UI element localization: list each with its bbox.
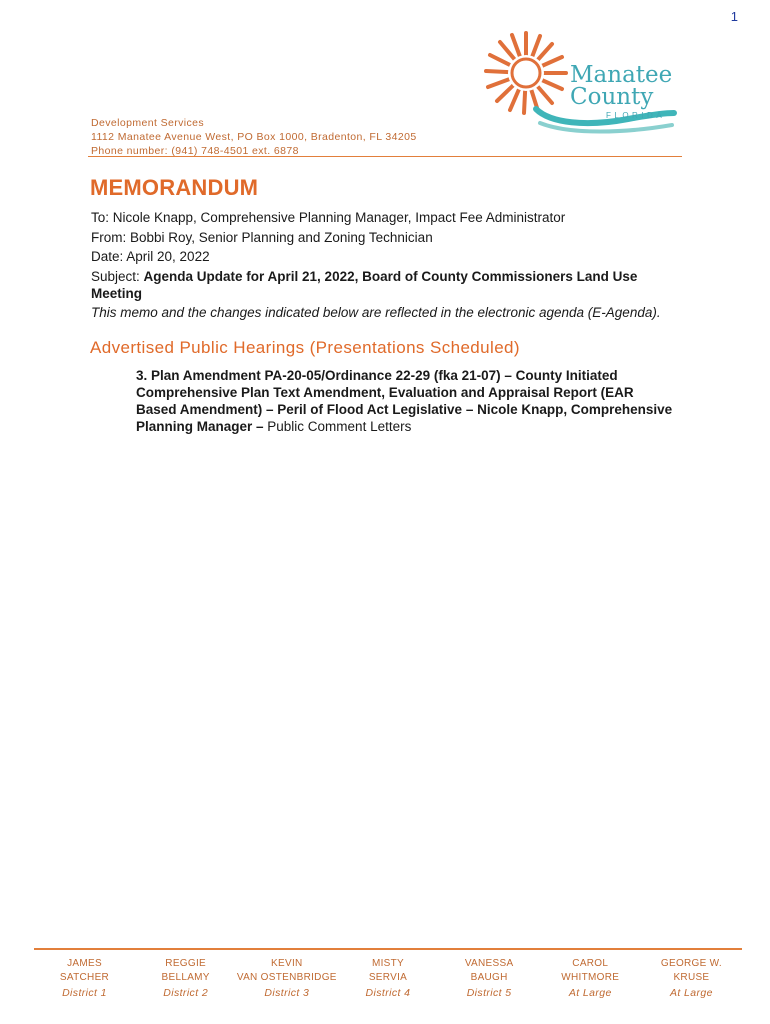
commissioner-first-name: KEVIN bbox=[271, 958, 303, 969]
header-divider bbox=[88, 156, 682, 157]
commissioner-first-name: REGGIE bbox=[165, 958, 206, 969]
commissioner-last-name: WHITMORE bbox=[561, 972, 620, 983]
commissioner-last-name: SERVIA bbox=[368, 972, 408, 983]
commissioner bbox=[34, 957, 135, 999]
commissioner-first-name: CAROL bbox=[572, 958, 609, 969]
commissioner-last-name: SATCHER bbox=[59, 972, 110, 983]
logo-text-line1: Manatee bbox=[570, 62, 673, 88]
commissioner-last-name: BELLAMY bbox=[161, 972, 210, 983]
commissioner-first-name: MISTY bbox=[371, 958, 404, 969]
section-heading: Advertised Public Hearings (Presentations Scheduled) bbox=[90, 338, 520, 357]
commissioner-district: At Large bbox=[568, 987, 612, 999]
commissioners-footer bbox=[34, 957, 742, 999]
commissioner-last-name: BAUGH bbox=[470, 972, 508, 983]
commissioner-district: District 1 bbox=[62, 987, 107, 999]
commissioner-first-name: JAMES bbox=[67, 958, 102, 969]
commissioner bbox=[337, 957, 438, 999]
commissioner bbox=[236, 957, 337, 999]
manatee-county-logo bbox=[478, 27, 678, 137]
commissioner-district: District 5 bbox=[466, 987, 512, 999]
memo-subject-label: Subject: bbox=[91, 268, 144, 284]
commissioner bbox=[540, 957, 641, 999]
page-number: 1 bbox=[730, 9, 738, 24]
logo-text-line2: County bbox=[570, 84, 654, 110]
memo-from: From: Bobbi Roy, Senior Planning and Zoning Technician bbox=[91, 229, 433, 245]
header-contact-block bbox=[91, 116, 417, 158]
commissioner-last-name: KRUSE bbox=[673, 972, 710, 983]
memo-to: To: Nicole Knapp, Comprehensive Planning Manager, Impact Fee Administrator bbox=[91, 210, 566, 225]
commissioner-first-name: GEORGE W. bbox=[660, 958, 722, 969]
commissioner bbox=[135, 957, 236, 999]
memo-note: This memo and the changes indicated below are reflected in the electronic agenda (E-Agenda). bbox=[91, 304, 661, 320]
commissioner-district: District 2 bbox=[163, 987, 209, 999]
commissioner-district: At Large bbox=[669, 987, 713, 999]
department-address: 1112 Manatee Avenue West, PO Box 1000, Bradenton, FL 34205 bbox=[91, 131, 417, 143]
commissioner-last-name: VAN OSTENBRIDGE bbox=[236, 972, 337, 983]
commissioner bbox=[641, 957, 742, 999]
department-phone: Phone number: (941) 748-4501 ext. 6878 bbox=[91, 145, 299, 157]
memo-subject bbox=[91, 268, 691, 302]
commissioner bbox=[439, 957, 540, 999]
footer-divider bbox=[34, 948, 742, 950]
logo-text-line3: FLORIDA bbox=[606, 111, 666, 120]
memo-title: MEMORANDUM bbox=[90, 175, 259, 200]
sun-icon bbox=[486, 33, 566, 113]
agenda-item-title: 3. Plan Amendment PA-20-05/Ordinance 22-29 (fka 21-07) – County Initiated Comprehensive Plan Text Amendment, Evaluation and Appraisal Report (EAR Based Amendment) – Peril of Flood Act Legislative – Nicole Knapp, Comprehensive Planning Manager – bbox=[136, 368, 673, 434]
memo-date: Date: April 20, 2022 bbox=[91, 249, 210, 264]
agenda-item-attachment: Public Comment Letters bbox=[267, 419, 412, 434]
memo-details bbox=[91, 208, 691, 322]
agenda-item bbox=[136, 367, 676, 435]
commissioner-district: District 3 bbox=[264, 987, 310, 999]
commissioner-district: District 4 bbox=[365, 987, 411, 999]
memo-subject-text: Agenda Update for April 21, 2022, Board of County Commissioners Land Use Meeting bbox=[91, 268, 638, 301]
department-name: Development Services bbox=[91, 117, 205, 129]
commissioner-first-name: VANESSA bbox=[464, 958, 514, 969]
